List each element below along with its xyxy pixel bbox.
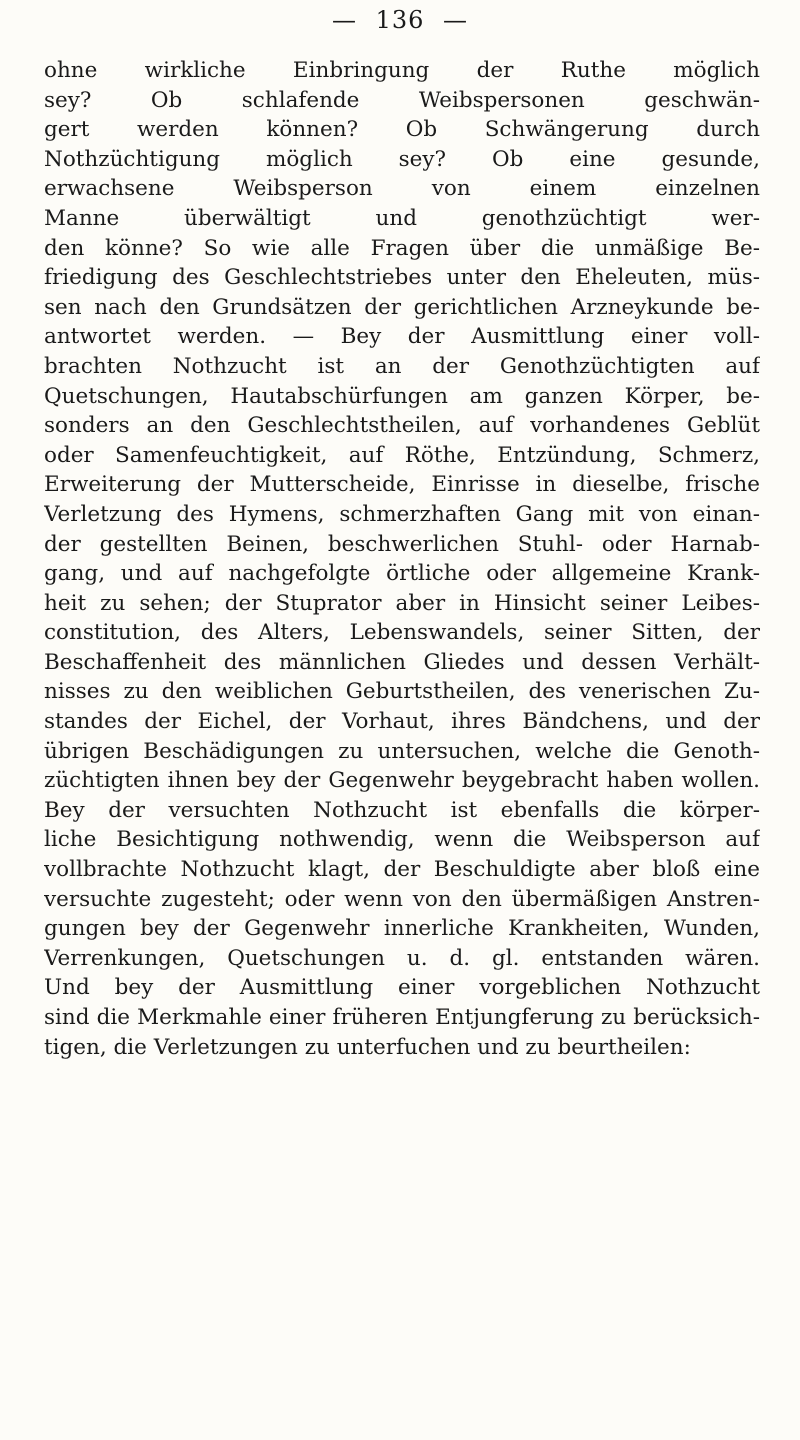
text-line: liche Besichtigung nothwendig, wenn die Weibsperson auf <box>44 827 760 853</box>
text-line: den könne? So wie alle Fragen über die unmäßige Be- <box>44 235 760 261</box>
text-line: vollbrachte Nothzucht klagt, der Beschuldigte aber bloß eine <box>44 857 760 883</box>
text-line: Quetschungen, Hautabschürfungen am ganzen Körper, be- <box>44 383 760 409</box>
text-line: sen nach den Grundsätzen der gerichtlichen Arzneykunde be- <box>44 294 760 320</box>
text-line: sonders an den Geschlechtstheilen, auf vorhandenes Geblüt <box>44 413 760 439</box>
text-line: antwortet werden. — Bey der Ausmittlung einer voll- <box>44 324 760 350</box>
text-line: versuchte zugesteht; oder wenn von den übermäßigen Anstren- <box>44 886 760 912</box>
text-line: sind die Merkmahle einer früheren Entjungferung zu berücksich- <box>44 1005 760 1030</box>
text-line: nisses zu den weiblichen Geburtstheilen, des venerischen Zu- <box>44 679 760 705</box>
text-line: standes der Eichel, der Vorhaut, ihres Bändchens, und der <box>44 709 760 735</box>
text-line: tigen, die Verletzungen zu unterfuchen und zu beurtheilen: <box>44 1034 691 1060</box>
text-line: ohne wirkliche Einbringung der Ruthe möglich <box>44 58 760 83</box>
text-line: Verletzung des Hymens, schmerzhaften Gang mit von einan- <box>44 501 760 527</box>
text-line: oder Samenfeuchtigkeit, auf Röthe, Entzündung, Schmerz, <box>44 442 760 468</box>
text-line: Manne überwältigt und genothzüchtigt wer- <box>44 205 760 231</box>
text-line: gang, und auf nachgefolgte örtliche oder allgemeine Krank- <box>44 561 760 587</box>
text-line: Und bey der Ausmittlung einer vorgeblichen Nothzucht <box>44 975 760 1001</box>
body-text <box>44 56 760 1062</box>
text-line: Erweiterung der Mutterscheide, Einrisse in dieselbe, frische <box>44 472 760 498</box>
page-header <box>0 6 800 34</box>
text-line: Bey der versuchten Nothzucht ist ebenfalls die körper- <box>44 797 760 823</box>
text-line: übrigen Beschädigungen zu untersuchen, welche die Genoth- <box>44 738 760 764</box>
text-line: brachten Nothzucht ist an der Genothzüchtigten auf <box>44 353 760 379</box>
text-line: der gestellten Beinen, beschwerlichen Stuhl- oder Harnab- <box>44 531 760 557</box>
text-line: Verrenkungen, Quetschungen u. d. gl. entstanden wären. <box>44 945 760 971</box>
text-line: sey? Ob schlafende Weibspersonen geschwän- <box>44 87 760 113</box>
text-line: Beschaffenheit des männlichen Gliedes und dessen Verhält- <box>44 649 760 675</box>
text-line: gert werden können? Ob Schwängerung durch <box>44 117 760 143</box>
text-line: Nothzüchtigung möglich sey? Ob eine gesunde, <box>44 146 760 172</box>
text-line: constitution, des Alters, Lebenswandels, seiner Sitten, der <box>44 620 760 646</box>
text-line: züchtigten ihnen bey der Gegenwehr beygebracht haben wollen. <box>44 768 760 794</box>
text-line: heit zu sehen; der Stuprator aber in Hinsicht seiner Leibes- <box>44 590 760 616</box>
text-line: erwachsene Weibsperson von einem einzelnen <box>44 176 760 202</box>
page-number: 136 <box>375 6 425 34</box>
header-dash-right: — <box>443 6 469 34</box>
text-line: friedigung des Geschlechtstriebes unter den Eheleuten, müs- <box>44 265 760 291</box>
header-dash-left: — <box>331 6 357 34</box>
text-line: gungen bey der Gegenwehr innerliche Krankheiten, Wunden, <box>44 916 760 942</box>
